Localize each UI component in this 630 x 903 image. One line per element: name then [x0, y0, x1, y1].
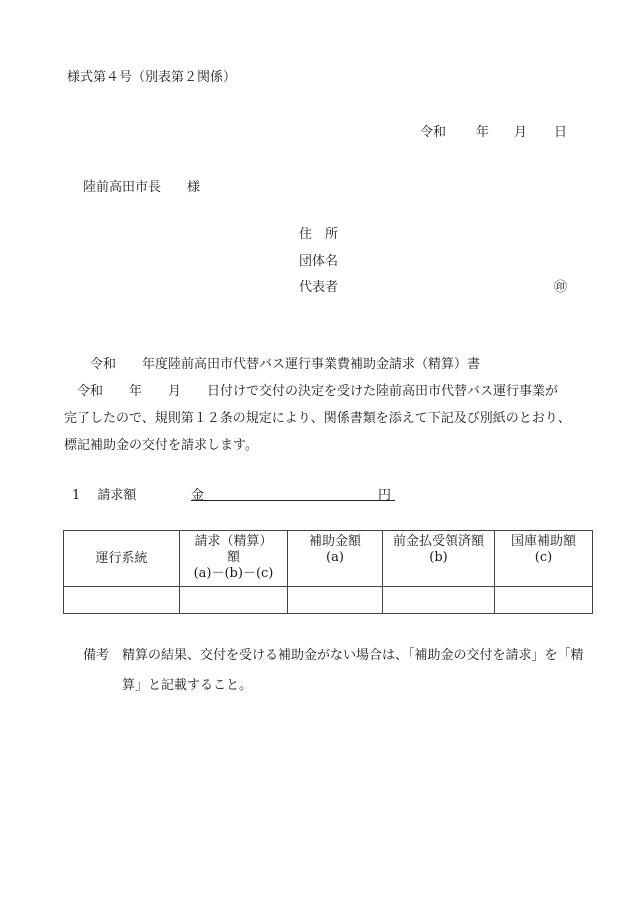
remarks-note	[83, 641, 584, 701]
seal-mark: ㊞	[554, 280, 568, 295]
body-line: 完了したので、規則第１２条の規定により、関係書類を添えて下記及び別紙のとおり、	[64, 411, 571, 426]
body-line: 令和 年度陸前高田市代替バス運行事業費補助金請求（精算）書	[64, 357, 481, 372]
table-header-cell: 国庫補助額 (c)	[495, 531, 593, 587]
table-cell	[64, 587, 180, 614]
table-cell	[495, 587, 593, 614]
org-name-label: 団体名	[299, 254, 339, 269]
body-line: 令和 年 月 日付けで交付の決定を受けた陸前高田市代替バス運行事業が	[64, 384, 559, 399]
table-row	[64, 587, 593, 614]
date-line	[420, 121, 567, 140]
claim-label: 1 請求額	[72, 488, 137, 503]
table-header-cell: 運行系統	[64, 531, 180, 587]
note-line: 備考 精算の結果、交付を受ける補助金がない場合は、「補助金の交付を請求」を「精	[83, 648, 584, 663]
addressee: 陸前高田市長 様	[83, 180, 201, 195]
claim-amount-field	[191, 484, 395, 501]
table-header-cell: 請求（精算） 額 (a)－(b)－(c)	[180, 531, 288, 587]
table-cell	[383, 587, 495, 614]
table-cell	[288, 587, 383, 614]
table-header-cell: 前金払受領済額 (b)	[383, 531, 495, 587]
table-header-row	[64, 531, 593, 587]
date-era: 令和	[420, 125, 447, 140]
claim-prefix: 金	[191, 488, 205, 503]
subsidy-table	[63, 530, 593, 614]
claim-suffix: 円	[377, 488, 391, 503]
form-number: 様式第４号（別表第２関係）	[67, 70, 237, 85]
note-line: 算」と記載すること。	[83, 678, 253, 693]
table-header-cell: 補助金額 (a)	[288, 531, 383, 587]
date-day: 日	[554, 125, 568, 140]
date-month: 月	[514, 125, 528, 140]
table-cell	[180, 587, 288, 614]
representative-label: 代表者	[299, 280, 339, 295]
request-body	[64, 351, 584, 459]
address-label: 住 所	[299, 227, 339, 242]
body-line: 標記補助金の交付を請求します。	[64, 438, 258, 453]
date-year: 年	[476, 125, 490, 140]
